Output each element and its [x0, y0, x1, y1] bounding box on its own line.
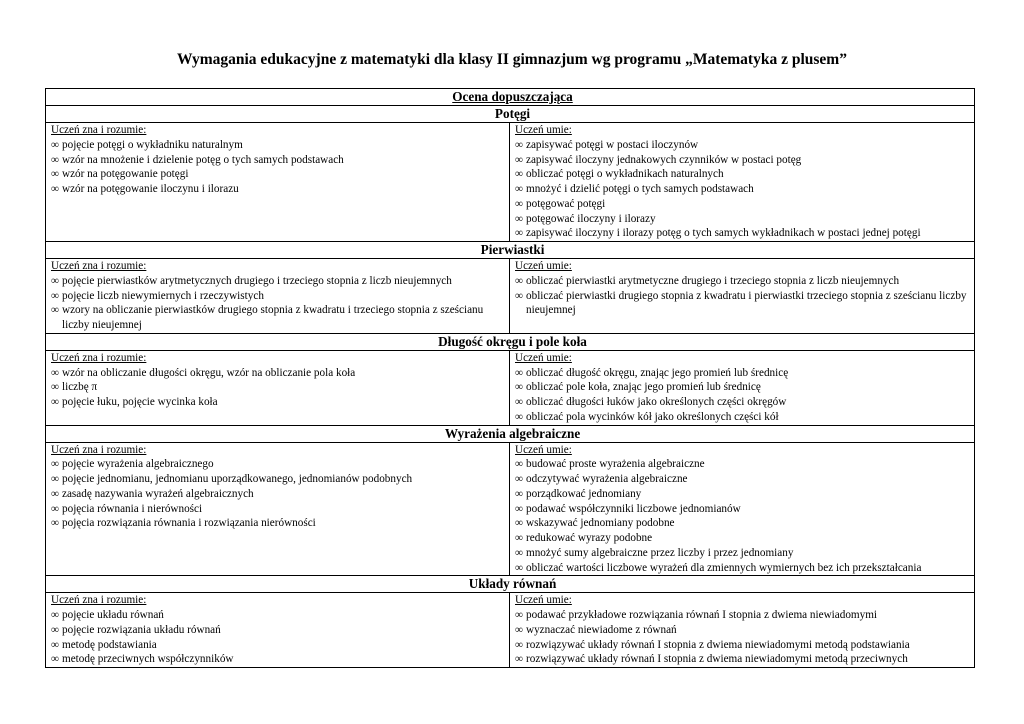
list-item-text: pojęcie pierwiastków arytmetycznych drugiego i trzeciego stopnia z liczb nieujemnych	[62, 274, 452, 287]
infinity-bullet-icon: ∞	[515, 473, 523, 485]
skills-cell	[510, 593, 975, 668]
section-header-row	[46, 425, 975, 442]
knowledge-cell	[46, 442, 510, 576]
list-item-text: rozwiązywać układy równań I stopnia z dwiema niewiadomymi metodą przeciwnych	[526, 653, 908, 666]
requirements-table	[45, 88, 975, 668]
infinity-bullet-icon: ∞	[51, 502, 59, 515]
list-item	[51, 138, 509, 153]
knowledge-cell	[46, 259, 510, 334]
infinity-bullet-icon: ∞	[515, 183, 523, 195]
list-item	[51, 638, 509, 653]
section-heading: Pierwiastki	[46, 242, 975, 259]
requirement-list	[515, 608, 974, 667]
section-content-row	[46, 442, 975, 576]
list-item	[51, 289, 509, 304]
infinity-bullet-icon: ∞	[515, 168, 523, 181]
infinity-bullet-icon: ∞	[515, 532, 523, 544]
list-item	[515, 197, 974, 212]
list-item-text: obliczać wartości liczbowe wyrażeń dla zmiennych wymiernych bez ich przekształcania	[526, 561, 922, 574]
skills-cell	[510, 123, 975, 242]
section-heading: Wyrażenia algebraiczne	[46, 425, 975, 442]
infinity-bullet-icon: ∞	[515, 623, 523, 636]
knowledge-cell	[46, 593, 510, 668]
list-item	[515, 182, 974, 197]
list-item-text: podawać współczynniki liczbowe jednomianów	[526, 502, 741, 515]
list-item	[51, 623, 509, 638]
list-item-text: podawać przykładowe rozwiązania równań I stopnia z dwiema niewiadomymi	[526, 609, 878, 621]
list-item	[51, 303, 509, 333]
list-item	[51, 516, 509, 531]
list-item-text: wzór na mnożenie i dzielenie potęg o tych samych podstawach	[62, 153, 344, 166]
list-item	[51, 395, 509, 410]
list-item	[515, 487, 974, 502]
list-item-text: zapisywać iloczyny i ilorazy potęg o tych samych wykładnikach w postaci jednej potęgi	[526, 227, 921, 240]
infinity-bullet-icon: ∞	[51, 138, 59, 151]
list-item	[51, 502, 509, 517]
page-title: Wymagania edukacyjne z matematyki dla klasy II gimnazjum wg programu „Matematyka z plusem”	[177, 51, 847, 68]
infinity-bullet-icon: ∞	[515, 546, 523, 559]
list-item-text: obliczać pierwiastki arytmetyczne drugiego i trzeciego stopnia z liczb nieujemnych	[526, 274, 900, 287]
list-item-text: wzór na potęgowanie potęgi	[62, 168, 189, 181]
knowledge-label: Uczeń zna i rozumie:	[51, 351, 147, 364]
list-item-text: pojęcie układu równań	[62, 609, 164, 621]
list-item	[515, 395, 974, 410]
requirement-list	[51, 274, 509, 333]
list-item	[51, 167, 509, 182]
list-item-text: pojęcia równania i nierówności	[62, 502, 203, 515]
infinity-bullet-icon: ∞	[515, 274, 523, 287]
list-item	[515, 410, 974, 425]
knowledge-cell	[46, 123, 510, 242]
list-item-text: wzory na obliczanie pierwiastków drugiego stopnia z kwadratu i trzeciego stopnia z sześcianu liczby nieujemnej	[62, 304, 484, 331]
list-item-text: wzór na obliczanie długości okręgu, wzór na obliczanie pola koła	[62, 366, 356, 379]
infinity-bullet-icon: ∞	[51, 396, 59, 408]
list-item	[51, 457, 509, 472]
section-heading: Potęgi	[46, 106, 975, 123]
list-item	[515, 638, 974, 653]
infinity-bullet-icon: ∞	[51, 289, 59, 302]
infinity-bullet-icon: ∞	[51, 304, 59, 317]
infinity-bullet-icon: ∞	[51, 381, 59, 394]
requirement-list	[51, 138, 509, 197]
list-item-text: liczbę π	[62, 381, 98, 394]
skills-label: Uczeń umie:	[515, 351, 572, 364]
knowledge-label: Uczeń zna i rozumie:	[51, 443, 147, 456]
list-item	[515, 623, 974, 638]
section-header-row	[46, 333, 975, 350]
list-item-text: obliczać pierwiastki drugiego stopnia z kwadratu i pierwiastki trzeciego stopnia z sześcianu liczby nieujemnej	[526, 289, 967, 317]
list-item-text: mnożyć sumy algebraiczne przez liczby i przez jednomiany	[526, 546, 794, 559]
section-header-row	[46, 242, 975, 259]
list-item-text: porządkować jednomiany	[526, 487, 642, 500]
list-item-text: pojęcie potęgi o wykładniku naturalnym	[62, 138, 243, 151]
list-item-text: mnożyć i dzielić potęgi o tych samych podstawach	[526, 183, 754, 195]
list-item-text: obliczać długość okręgu, znając jego promień lub średnicę	[526, 366, 789, 379]
list-item	[515, 212, 974, 227]
infinity-bullet-icon: ∞	[515, 561, 523, 574]
requirement-list	[51, 366, 509, 410]
list-item	[515, 546, 974, 561]
list-item	[515, 226, 974, 241]
requirement-list	[51, 608, 509, 667]
list-item	[515, 457, 974, 472]
list-item	[51, 366, 509, 381]
list-item-text: potęgować potęgi	[526, 197, 606, 210]
section-content-row	[46, 123, 975, 242]
infinity-bullet-icon: ∞	[515, 227, 523, 240]
infinity-bullet-icon: ∞	[515, 381, 523, 394]
infinity-bullet-icon: ∞	[515, 653, 523, 666]
requirement-list	[515, 457, 974, 575]
infinity-bullet-icon: ∞	[515, 517, 523, 530]
list-item	[515, 289, 974, 319]
infinity-bullet-icon: ∞	[515, 396, 523, 408]
list-item-text: zapisywać potęgi w postaci iloczynów	[526, 138, 699, 151]
list-item-text: budować proste wyrażenia algebraiczne	[526, 458, 705, 471]
list-item	[51, 472, 509, 487]
skills-label: Uczeń umie:	[515, 124, 572, 136]
infinity-bullet-icon: ∞	[51, 623, 59, 636]
list-item-text: obliczać pola wycinków kół jako określonych części kół	[526, 410, 779, 423]
skills-label: Uczeń umie:	[515, 594, 572, 607]
skills-label: Uczeń umie:	[515, 260, 572, 272]
list-item	[51, 380, 509, 395]
infinity-bullet-icon: ∞	[51, 183, 59, 195]
list-item	[515, 153, 974, 168]
infinity-bullet-icon: ∞	[51, 458, 59, 471]
list-item	[515, 561, 974, 576]
list-item-text: redukować wyrazy podobne	[526, 532, 653, 544]
list-item-text: pojęcie liczb niewymiernych i rzeczywistych	[62, 289, 264, 302]
section-header-row	[46, 576, 975, 593]
list-item	[51, 153, 509, 168]
infinity-bullet-icon: ∞	[515, 638, 523, 651]
list-item	[515, 472, 974, 487]
infinity-bullet-icon: ∞	[515, 487, 523, 500]
infinity-bullet-icon: ∞	[515, 138, 523, 151]
skills-cell	[510, 259, 975, 334]
infinity-bullet-icon: ∞	[515, 289, 523, 302]
list-item-text: obliczać potęgi o wykładnikach naturalnych	[526, 168, 724, 181]
infinity-bullet-icon: ∞	[51, 487, 59, 500]
list-item	[515, 366, 974, 381]
list-item-text: pojęcia rozwiązania równania i rozwiązania nierówności	[62, 517, 316, 530]
infinity-bullet-icon: ∞	[51, 609, 59, 621]
knowledge-label: Uczeń zna i rozumie:	[51, 594, 147, 607]
list-item	[515, 380, 974, 395]
infinity-bullet-icon: ∞	[51, 366, 59, 379]
infinity-bullet-icon: ∞	[515, 153, 523, 166]
list-item-text: pojęcie wyrażenia algebraicznego	[62, 458, 214, 471]
requirement-list	[515, 274, 974, 318]
list-item	[515, 502, 974, 517]
list-item-text: wzór na potęgowanie iloczynu i ilorazu	[62, 183, 239, 195]
infinity-bullet-icon: ∞	[51, 274, 59, 287]
list-item	[51, 487, 509, 502]
list-item-text: metodę przeciwnych współczynników	[62, 653, 234, 666]
knowledge-label: Uczeń zna i rozumie:	[51, 124, 147, 136]
list-item	[515, 138, 974, 153]
list-item-text: wskazywać jednomiany podobne	[526, 517, 675, 530]
grade-header-row	[46, 89, 975, 106]
list-item	[515, 167, 974, 182]
infinity-bullet-icon: ∞	[515, 212, 523, 225]
list-item	[51, 608, 509, 623]
infinity-bullet-icon: ∞	[51, 653, 59, 666]
section-content-row	[46, 350, 975, 425]
skills-label: Uczeń umie:	[515, 443, 572, 456]
requirement-list	[515, 366, 974, 425]
infinity-bullet-icon: ∞	[515, 410, 523, 423]
section-content-row	[46, 259, 975, 334]
skills-cell	[510, 442, 975, 576]
list-item	[515, 516, 974, 531]
section-header-row	[46, 106, 975, 123]
infinity-bullet-icon: ∞	[51, 153, 59, 166]
infinity-bullet-icon: ∞	[515, 197, 523, 210]
list-item-text: wyznaczać niewiadome z równań	[526, 623, 677, 636]
list-item-text: pojęcie rozwiązania układu równań	[62, 623, 221, 636]
infinity-bullet-icon: ∞	[515, 609, 523, 621]
list-item-text: rozwiązywać układy równań I stopnia z dwiema niewiadomymi metodą podstawiania	[526, 638, 910, 651]
list-item	[51, 274, 509, 289]
infinity-bullet-icon: ∞	[51, 517, 59, 530]
requirement-list	[51, 457, 509, 531]
requirement-list	[515, 138, 974, 241]
knowledge-label: Uczeń zna i rozumie:	[51, 260, 147, 272]
infinity-bullet-icon: ∞	[515, 458, 523, 471]
infinity-bullet-icon: ∞	[51, 638, 59, 651]
grade-heading: Ocena dopuszczająca	[46, 89, 975, 106]
list-item-text: zasadę nazywania wyrażeń algebraicznych	[62, 487, 254, 500]
list-item-text: odczytywać wyrażenia algebraiczne	[526, 473, 688, 485]
list-item	[515, 608, 974, 623]
skills-cell	[510, 350, 975, 425]
list-item-text: metodę podstawiania	[62, 638, 157, 651]
infinity-bullet-icon: ∞	[51, 473, 59, 485]
list-item-text: obliczać długości łuków jako określonych części okręgów	[526, 396, 787, 408]
section-heading: Układy równań	[46, 576, 975, 593]
list-item	[51, 652, 509, 667]
list-item-text: potęgować iloczyny i ilorazy	[526, 212, 656, 225]
section-content-row	[46, 593, 975, 668]
knowledge-cell	[46, 350, 510, 425]
infinity-bullet-icon: ∞	[51, 168, 59, 181]
list-item	[515, 531, 974, 546]
list-item	[515, 274, 974, 289]
list-item-text: zapisywać iloczyny jednakowych czynników w postaci potęg	[526, 153, 802, 166]
list-item-text: pojęcie łuku, pojęcie wycinka koła	[62, 396, 218, 408]
infinity-bullet-icon: ∞	[515, 366, 523, 379]
list-item-text: pojęcie jednomianu, jednomianu uporządkowanego, jednomianów podobnych	[62, 473, 413, 485]
list-item	[51, 182, 509, 197]
list-item-text: obliczać pole koła, znając jego promień lub średnicę	[526, 381, 761, 394]
infinity-bullet-icon: ∞	[515, 502, 523, 515]
section-heading: Długość okręgu i pole koła	[46, 333, 975, 350]
list-item	[515, 652, 974, 667]
